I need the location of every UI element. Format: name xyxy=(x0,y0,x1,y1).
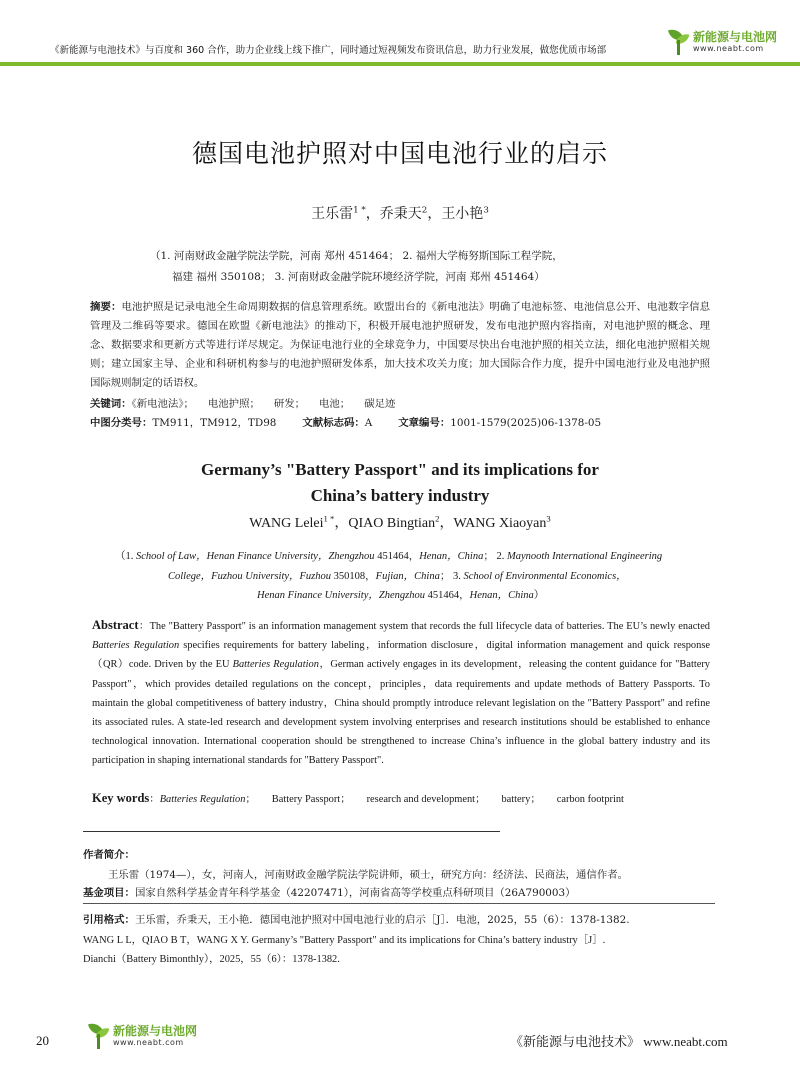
keywords-cn xyxy=(90,395,710,410)
header-rule xyxy=(0,62,800,66)
author-1: 王乐雷 xyxy=(311,206,354,222)
title-en-line2: China’s battery industry xyxy=(310,486,490,505)
author-1-sup: 1 * xyxy=(353,205,366,216)
clc-value: TM911，TM912，TD98 xyxy=(152,417,277,429)
clc-label: 中图分类号： xyxy=(90,417,153,429)
authors-en xyxy=(0,512,800,532)
keyword-en: research and development； xyxy=(366,794,486,805)
keyword-en: carbon footprint xyxy=(556,794,624,805)
keyword-cn: 《新电池法》； xyxy=(131,398,194,410)
footer-logo-brand: 新能源与电池网 xyxy=(113,1024,198,1038)
journal-site[interactable]: www.neabt.com xyxy=(640,1034,728,1049)
funding-text: 国家自然科学基金青年科学基金（42207471），河南省高等学校重点科研项目（26A790003） xyxy=(134,887,576,899)
citation-rule xyxy=(83,903,715,904)
author-3-sup: 3 xyxy=(483,205,489,216)
abstract-cn xyxy=(90,298,710,393)
affiliations-cn xyxy=(150,246,670,288)
doc-code-label: 文献标志码： xyxy=(302,417,365,429)
abstract-en-label: Abstract xyxy=(92,618,139,632)
funding xyxy=(83,884,576,899)
affiliation-en-line1: （1. School of Law，Henan Finance University，Zhengzhou 451464，Henan，China； 2. Maynooth International Engineering xyxy=(115,551,663,562)
title-cn: 德国电池护照对中国电池行业的启示 xyxy=(191,139,608,168)
header-notice: 《新能源与电池技术》与百度和 360 合作，助力企业线上线下推广，同时通过短视频发布资讯信息，助力行业发展，做您优质市场部 xyxy=(50,45,607,56)
author-en-1-sup: 1 * xyxy=(323,513,335,524)
author-en-sep-1: ， xyxy=(334,516,349,531)
footnote-rule xyxy=(83,831,500,832)
keyword-en: battery； xyxy=(501,794,541,805)
journal-name xyxy=(510,1031,728,1050)
authors-cn xyxy=(0,203,800,223)
affiliation-en-line2: College，Fuzhou University，Fuzhou 350108，Fujian，China； 3. School of Environmental Economics， xyxy=(168,570,627,582)
keyword-cn: 电池护照； xyxy=(207,398,260,410)
page-header xyxy=(0,0,800,66)
logo-brand: 新能源与电池网 xyxy=(693,30,778,44)
author-3: 王小艳 xyxy=(441,206,484,222)
page-number: 20 xyxy=(36,1033,49,1048)
keyword-cn: 电池； xyxy=(319,398,351,410)
leaf-logo-icon xyxy=(88,1022,110,1050)
keywords-cn-label: 关键词： xyxy=(90,398,132,410)
abstract-cn-label: 摘要： xyxy=(90,301,122,313)
keywords-en-label: Key words xyxy=(92,791,150,805)
article-no-label: 文章编号： xyxy=(398,417,451,429)
author-en-1: WANG Lelei xyxy=(249,516,324,531)
abstract-cn-text: 电池护照是记录电池全生命周期数据的信息管理系统。欧盟出台的《新电池法》明确了电池标签、电池信息公开、电池数字信息管理及二维码等要求。德国在欧盟《新电池法》的推动下，积极开展电池护照研发，发布电池护照内容指南，对电池护照的概念、理念、数据要求和更新方式等进行详尽规定。为保证电池行业的全球竞争力，中国要尽快出台电池护照的相关立法，细化电池护照相关规则；建立国家主导、企业和科研机构参与的电池护照研发体系，加大技术攻关力度；加大国际合作力度，提升中国电池行业及电池护照国际规则制定的话语权。 xyxy=(90,301,710,389)
citation-en-line2: Dianchi（Battery Bimonthly），2025，55（6）：1378-1382. xyxy=(83,954,340,965)
author-sep-2: ， xyxy=(427,206,442,222)
footer-logo-site: www.neabt.com xyxy=(113,1038,184,1047)
abstract-en-text: The "Battery Passport" is an information management system that records the full lifecycle data of batteries. The EU’s newly enacted xyxy=(149,621,710,632)
author-2: 乔秉天 xyxy=(379,206,422,222)
author-en-2-sup: 2 xyxy=(435,513,440,524)
logo-site: www.neabt.com xyxy=(693,44,764,53)
author-bio: 王乐雷（1974—），女，河南人，河南财政金融学院法学院讲师，硕士，研究方向：经济法、民商法，通信作者。 xyxy=(108,869,628,881)
citation-label: 引用格式： xyxy=(83,914,135,926)
article-no-value: 1001-1579(2025)06-1378-05 xyxy=(450,417,602,429)
affiliations-en xyxy=(115,547,715,606)
keyword-en: Battery Passport； xyxy=(271,794,351,805)
author-en-3: WANG Xiaoyan xyxy=(453,516,547,531)
keyword-en: Batteries Regulation xyxy=(159,794,246,805)
citation xyxy=(83,911,723,970)
author-en-2: QIAO Bingtian xyxy=(348,516,436,531)
affiliation-cn-line1: （1. 河南财政金融学院法学院，河南 郑州 451464； 2. 福州大学梅努斯国际工程学院， xyxy=(150,250,563,262)
author-sep-1: ， xyxy=(365,206,380,222)
author-en-sep-2: ， xyxy=(439,516,454,531)
journal-cn: 《新能源与电池技术》 xyxy=(510,1035,641,1050)
author-info-label: 作者简介： xyxy=(83,849,135,861)
author-2-sup: 2 xyxy=(421,205,428,216)
citation-en-line1: WANG L L，QIAO B T，WANG X Y. Germany’s "Battery Passport" and its implications for China’s battery industry［J］. xyxy=(83,934,606,946)
affiliation-en-line3: Henan Finance University，Zhengzhou 451464，Henan，China） xyxy=(257,590,545,601)
abstract-en: Abstract：The "Battery Passport" is an information management system that records the full lifecycle data of batteries. The EU’s newly enacted Batteries Regulation specifies requirements for battery labeling，information disclosure，digital information management and quick response（QR）code. Driven by the EU Batteries Regulation，German actively engages in its development，releasing the content guidance for "Battery Passport"，which provides detailed regulations on the concept，principles，data requirements and update methods of Battery Passports. To maintain the global competitiveness of battery industry，China should promptly introduce relevant legislation on the "Battery Passport" and refine its associated rules. A state-led research and development system involving enterprises and research institutions should be established to enhance technological innovation. International cooperation should be strengthened to increase China’s influence in the global battery industry and its participation in shaping international standards for "Battery Passport". xyxy=(92,618,710,767)
citation-cn: 王乐雷，乔秉天，王小艳．德国电池护照对中国电池行业的启示［J］．电池，2025，55（6）：1378-1382. xyxy=(134,914,630,926)
affiliation-cn-line2: 福建 福州 350108； 3. 河南财政金融学院环境经济学院，河南 郑州 451464） xyxy=(172,271,545,283)
doc-code-value: A xyxy=(364,417,373,429)
funding-label: 基金项目： xyxy=(83,887,135,899)
title-en-line1: Germany’s "Battery Passport" and its implications for xyxy=(201,460,599,479)
footer-logo[interactable] xyxy=(88,1022,197,1050)
keyword-cn: 碳足迹 xyxy=(364,398,396,410)
header-logo[interactable] xyxy=(668,28,777,56)
author-en-3-sup: 3 xyxy=(546,513,551,524)
keywords-en: Key words：Batteries Regulation； Battery Passport； research and development； battery； carbon footprint xyxy=(92,791,624,805)
classification-cn xyxy=(90,414,710,429)
leaf-logo-icon xyxy=(668,28,690,56)
keyword-cn: 研发； xyxy=(273,398,306,410)
title-en xyxy=(0,457,800,509)
